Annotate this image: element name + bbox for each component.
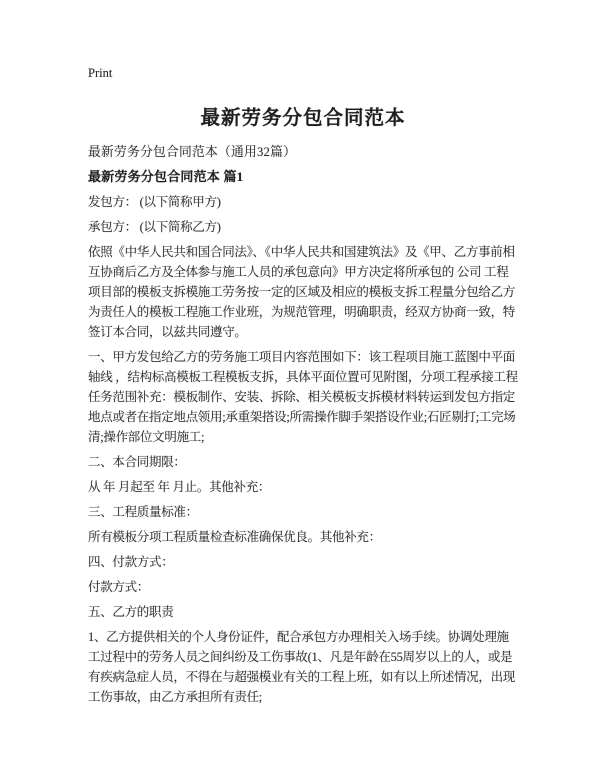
print-link[interactable]: Print (88, 66, 113, 80)
section-heading: 最新劳务分包合同范本 篇1 (88, 169, 244, 184)
paragraph-clause-4-payment: 四、付款方式： (88, 555, 174, 569)
paragraph-preamble: 依照《中华人民共和国合同法》、《中华人民共和国建筑法》及《甲、乙方事前相互协商后乙方及全体参与施工人员的承包意向》甲方决定将所承包的 公司 工程项目部的模板支拆模施工劳务按一定的区域及相应的模板支拆工程量分包给乙方 为责任人的模板工程施工作业班，为规范管理，明确职责，经双方协商一致，特签订本合同，以兹共同遵守。 (88, 245, 516, 339)
paragraph-payment-detail: 付款方式： (88, 580, 150, 594)
paragraph-clause-1-scope: 一、甲方发包给乙方的劳务施工项目内容范围如下：该工程项目施工蓝图中平面轴线 ，结构标高模板工程模板支拆，具体平面位置可见附图，分项工程承接工程任务范围补充：模板制作、安装、拆除、相关模板支拆模材料转运到发包方指定地点或者在指定地点领用;承重架搭设;所需操作脚手架搭设作业;石匠剔打;工完场清;操作部位文明施工; (88, 350, 518, 444)
paragraph-duty-item-1: 1、乙方提供相关的个人身份证件，配合承包方办理相关入场手续。协调处理施工过程中的劳务人员之间纠纷及工伤事故(1、凡是年龄在55周岁以上的人，或是有疾病急症人员，不得在与超强模业有关的工程上班，如有以上所述情况，出现工伤事故，由乙方承担所有责任; (88, 630, 516, 704)
document-title: 最新劳务分包合同范本 (200, 108, 406, 129)
paragraph-quality-detail: 所有模板分项工程质量检查标准确保优良。其他补充： (88, 530, 381, 544)
paragraph-party-b: 承包方： (以下简称乙方) (88, 220, 221, 234)
paragraph-party-a: 发包方： (以下简称甲方) (88, 195, 221, 209)
paragraph-clause-3-quality: 三、工程质量标准： (88, 505, 198, 519)
paragraph-clause-5-duties: 五、乙方的职责 (88, 605, 174, 619)
paragraph-clause-2-term: 二、本合同期限： (88, 455, 186, 469)
paragraph-term-dates: 从 年 月起至 年 月止。其他补充： (88, 480, 271, 494)
document-subtitle: 最新劳务分包合同范本（通用32篇） (88, 145, 297, 159)
